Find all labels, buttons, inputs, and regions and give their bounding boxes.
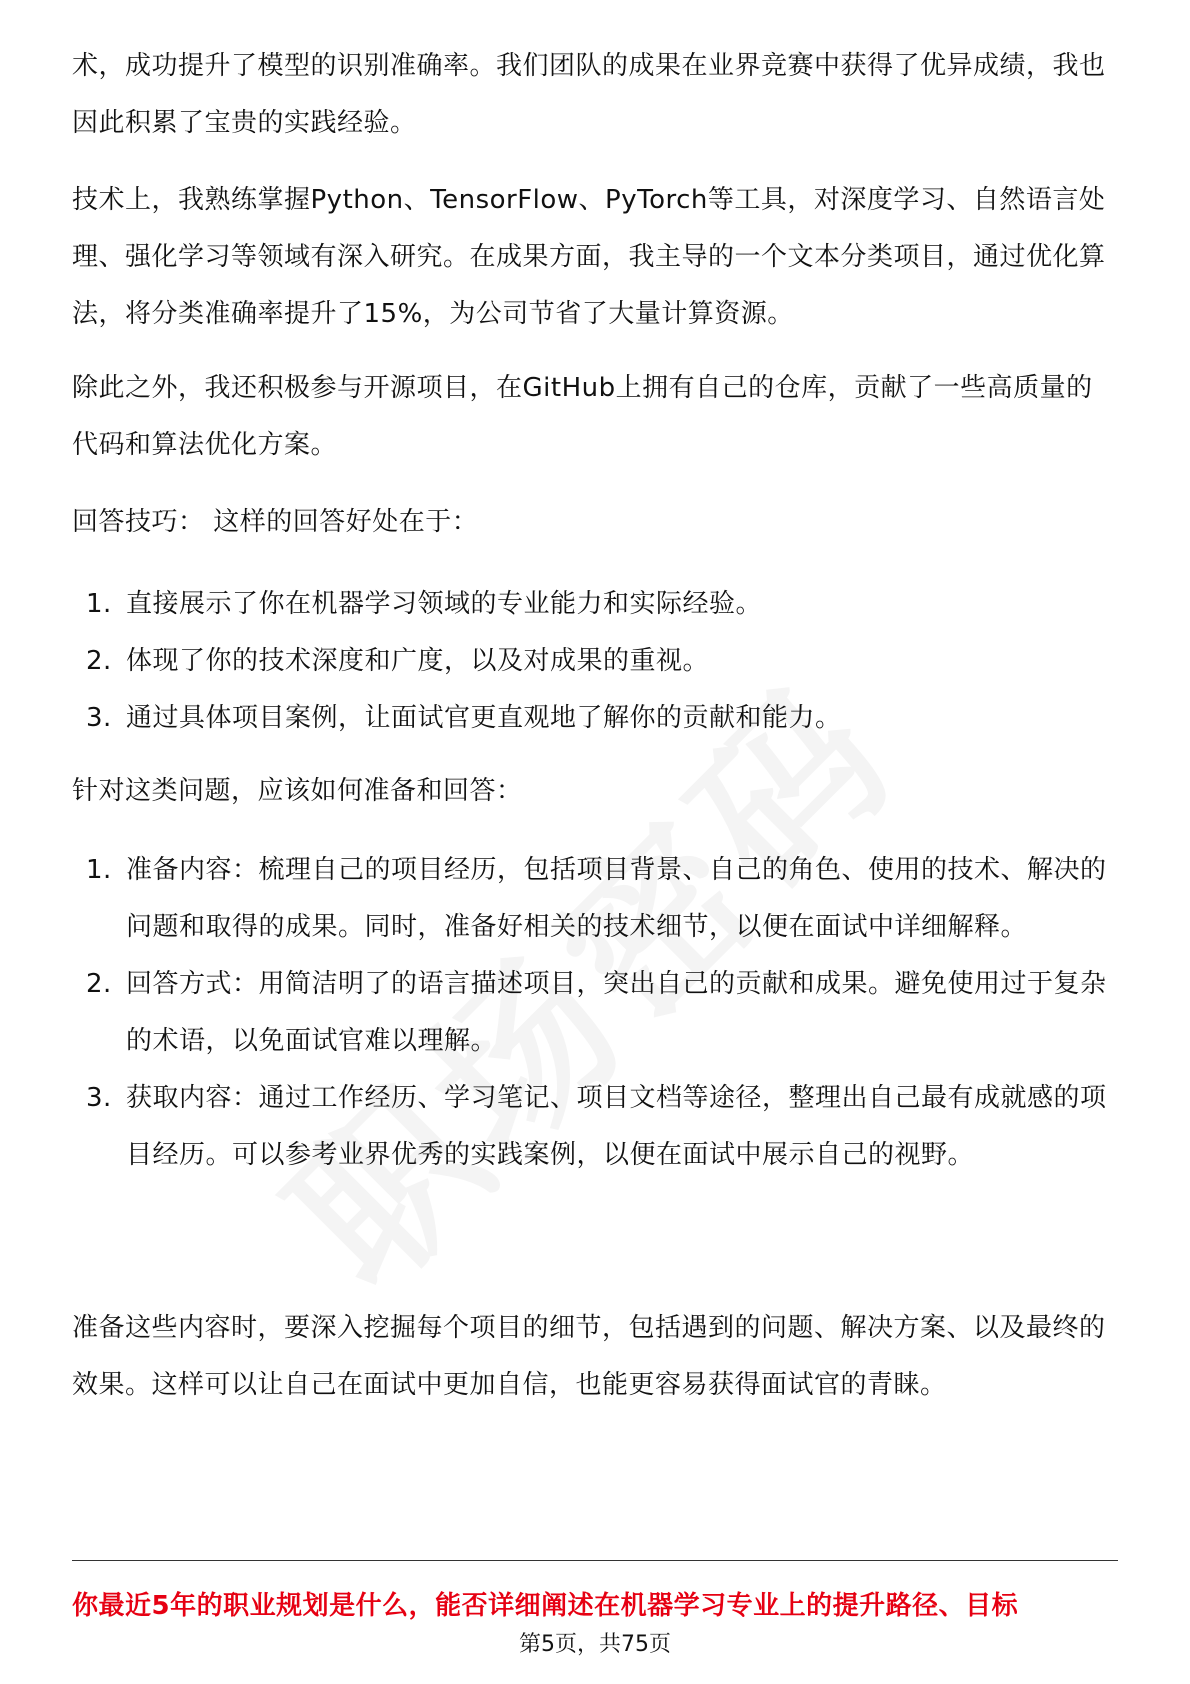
tips-heading: 回答技巧： 这样的回答好处在于： (72, 507, 479, 537)
paragraph-open-source: 除此之外，我还积极参与开源项目，在GitHub上拥有自己的仓库，贡献了一些高质量的代码和算法优化方案。 (72, 373, 1093, 460)
prep-heading: 针对这类问题，应该如何准备和回答： (72, 776, 523, 806)
list-number: 1. (86, 589, 112, 619)
paragraph-tech-skills: 技术上，我熟练掌握Python、TensorFlow、PyTorch等工具，对深度学习、自然语言处理、强化学习等领域有深入研究。在成果方面，我主导的一个文本分类项目，通过优化算法，将分类准确率提升了15%，为公司节省了大量计算资源。 (72, 185, 1106, 329)
list-item (72, 842, 1118, 956)
list-item-text: 体现了你的技术深度和广度，以及对成果的重视。 (126, 646, 710, 676)
paragraph-closing: 准备这些内容时，要深入挖掘每个项目的细节，包括遇到的问题、解决方案、以及最终的效果。这样可以让自己在面试中更加自信，也能更容易获得面试官的青睐。 (72, 1313, 1106, 1400)
next-question-heading: 你最近5年的职业规划是什么，能否详细阐述在机器学习专业上的提升路径、目标 (72, 1591, 1019, 1621)
list-item-text: 直接展示了你在机器学习领域的专业能力和实际经验。 (126, 589, 763, 619)
list-item (72, 633, 1118, 690)
list-number: 3. (86, 1083, 112, 1113)
list-item-text: 通过具体项目案例，让面试官更直观地了解你的贡献和能力。 (126, 703, 842, 733)
list-number: 2. (86, 646, 112, 676)
list-item-text: 回答方式：用简洁明了的语言描述项目，突出自己的贡献和成果。避免使用过于复杂的术语，以免面试官难以理解。 (126, 969, 1107, 1056)
list-item-text: 准备内容：梳理自己的项目经历，包括项目背景、自己的角色、使用的技术、解决的问题和取得的成果。同时，准备好相关的技术细节，以便在面试中详细解释。 (126, 855, 1107, 942)
paragraph-project-result: 术，成功提升了模型的识别准确率。我们团队的成果在业界竞赛中获得了优异成绩，我也因此积累了宝贵的实践经验。 (72, 51, 1106, 138)
list-item-text: 获取内容：通过工作经历、学习笔记、项目文档等途径，整理出自己最有成就感的项目经历。可以参考业界优秀的实践案例，以便在面试中展示自己的视野。 (126, 1083, 1107, 1170)
tips-list (72, 576, 1118, 747)
list-number: 2. (86, 969, 112, 999)
list-number: 1. (86, 855, 112, 885)
page-number: 第5页，共75页 (519, 1632, 671, 1657)
footer-divider (72, 1560, 1118, 1561)
list-item (72, 1070, 1118, 1184)
list-item (72, 690, 1118, 747)
prep-list (72, 842, 1118, 1184)
list-item (72, 576, 1118, 633)
list-number: 3. (86, 703, 112, 733)
list-item (72, 956, 1118, 1070)
